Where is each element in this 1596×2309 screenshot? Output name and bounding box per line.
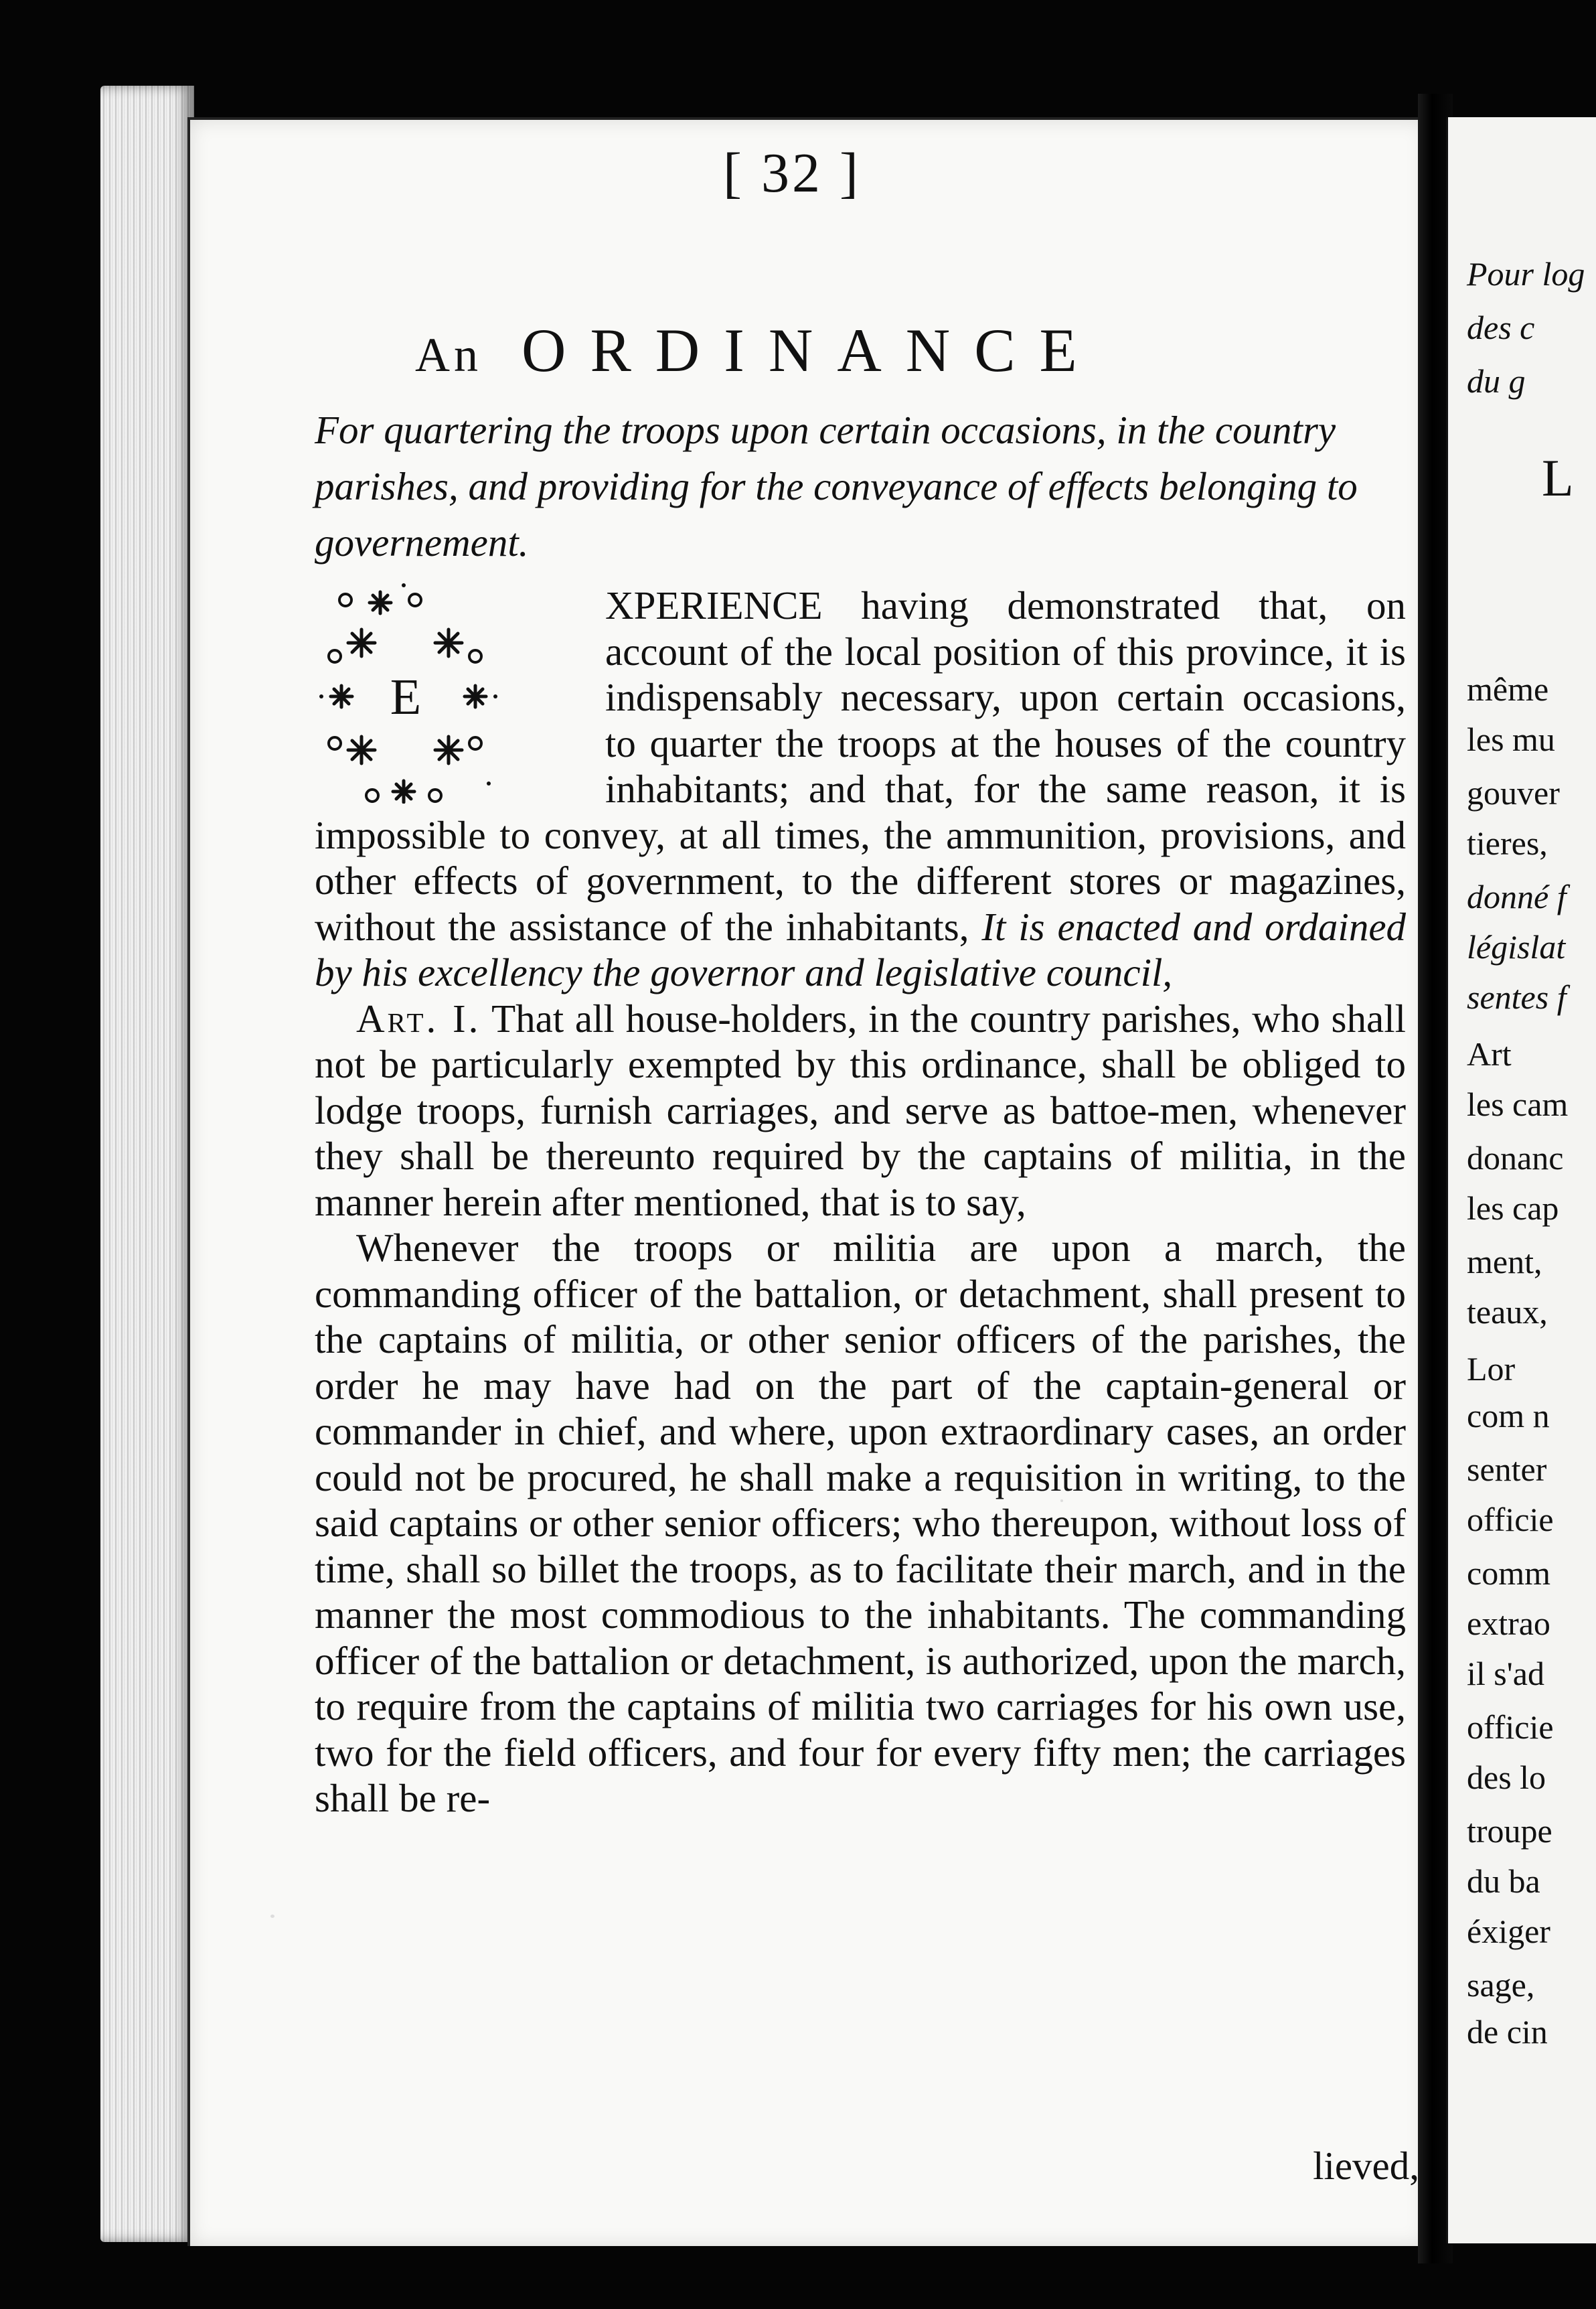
right-page-line: les cap (1467, 1189, 1559, 1227)
right-page-line: Art (1467, 1035, 1512, 1073)
article-one (315, 996, 1406, 1225)
preamble-text: XPERIENCE having demonstrated that, on account of the local position of this province, it is indispensably necessary, upon certain occasions, to quarter the troops at the houses of the country inhabitants; and that, for the same reason, it is impossible to convey, at all times, the ammunition, provisions, and other effects of government, to the different stores or magazines, without the assistance of the inhabitants, (315, 583, 1406, 949)
ordinance-title (415, 315, 1352, 386)
enacting-clause: It is enacted and ordained by his excellency the governor and legislative council, (315, 904, 1407, 994)
article-label: Art. I. (356, 996, 481, 1041)
preamble-paragraph (315, 583, 1406, 996)
right-page-line: officie (1467, 1501, 1554, 1538)
ordinance-body (315, 583, 1406, 1821)
right-page-line: des lo (1467, 1759, 1546, 1796)
right-page-line: com n (1467, 1397, 1550, 1434)
right-page-line: du ba (1467, 1862, 1540, 1900)
right-page-line: éxiger (1467, 1913, 1550, 1950)
title-prefix: An (415, 328, 482, 382)
ornamental-initial (315, 583, 582, 812)
page-number: [ 32 ] (723, 142, 861, 204)
right-page-line: de cin (1467, 2013, 1548, 2051)
right-page-line: donanc (1467, 1139, 1564, 1177)
right-page-line: donné f (1467, 878, 1567, 915)
march-paragraph: Whenever the troops or militia are upon a march, the commanding officer of the battalion, or detachment, shall present to the captains of militia, or other senior officers of the parishes, the order he may have had on the part of the captain-general or commander in chief, and where, upon extraordinary cases, an order could not be procured, he shall make a requisition in writing, to the said captains or other senior officers; who thereupon, without loss of time, shall so billet the troops, as to facilitate their march, and in the manner the most commodious to the inhabitants. The commanding officer of the battalion or detachment, is authorized, upon the march, to require from the captains of militia two carriages for his own use, two for the field officers, and four for every fifty men; the carriages shall be re- (315, 1225, 1406, 1820)
right-page-line: comm (1467, 1554, 1550, 1592)
title-main: ORDINANCE (522, 316, 1101, 384)
right-page-line: Lor (1467, 1350, 1516, 1388)
right-page-line: les mu (1467, 721, 1555, 758)
right-page-line: officie (1467, 1708, 1554, 1746)
right-page-line: gouver (1467, 774, 1560, 812)
right-page-line: législat (1467, 928, 1566, 966)
right-page-line: senter (1467, 1450, 1547, 1488)
right-page-line: L (1542, 449, 1574, 507)
right-page-line: sentes f (1467, 978, 1567, 1016)
ordinance-subtitle: For quartering the troops upon certain occasions, in the country parishes, and providing for the conveyance of effects belonging to governement. (315, 408, 1358, 565)
right-page-line: sage, (1467, 1966, 1535, 2004)
right-page (1446, 117, 1596, 2243)
right-page-line: extrao (1467, 1605, 1550, 1642)
article-text: That all house-holders, in the country parishes, who shall not be particularly exempted by this ordinance, shall be obliged to lodge troops, furnish carriages, and serve as battoe-men, whenever they shall be thereunto required by the captains of militia, in the manner herein after mentioned, that is to say, (315, 996, 1406, 1224)
right-page-line: il s'ad (1467, 1655, 1544, 1692)
right-page-line: des c (1467, 309, 1535, 346)
drop-cap-letter: E (390, 669, 422, 725)
right-page-line: teaux, (1467, 1293, 1548, 1331)
catchword: lieved, (1313, 2144, 1419, 2188)
book-fore-edge (100, 86, 194, 2242)
right-page-line: même (1467, 670, 1549, 708)
right-page-line: Pour log (1467, 255, 1585, 293)
right-page-line: ment, (1467, 1243, 1542, 1280)
right-page-line: du g (1467, 362, 1526, 400)
right-page-line: les cam (1467, 1086, 1569, 1123)
right-page-line: tieres, (1467, 824, 1548, 862)
right-page-line: troupe (1467, 1812, 1552, 1850)
